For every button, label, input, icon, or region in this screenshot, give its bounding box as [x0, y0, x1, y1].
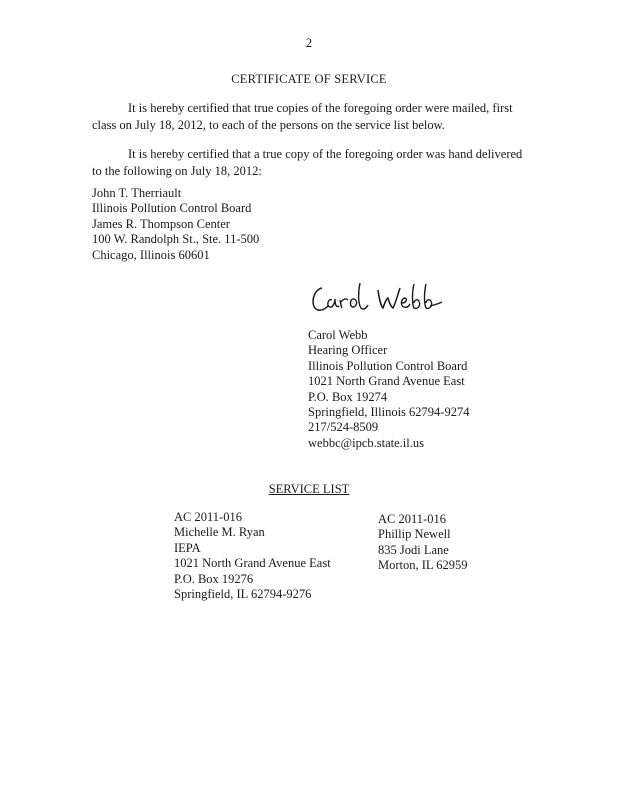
page-number: 2 — [305, 36, 313, 50]
service-list-entry — [174, 510, 331, 602]
hand-delivery-certification-paragraph: It is hereby certified that a true copy of the foregoing order was hand delivered to the following on July 18, 2012: — [92, 147, 523, 178]
party-city: Morton, IL 62959 — [378, 558, 468, 573]
signer-address-block — [308, 328, 469, 451]
party-po-box: P.O. Box 19276 — [174, 571, 254, 586]
signer-street: 1021 North Grand Avenue East — [308, 374, 465, 389]
service-list-title: SERVICE LIST — [268, 482, 350, 496]
party-city: Springfield, IL 62794-9276 — [174, 587, 312, 602]
case-number: AC 2011-016 — [174, 510, 242, 524]
recipient-building: James R. Thompson Center — [92, 216, 230, 231]
signer-organization: Illinois Pollution Control Board — [308, 358, 468, 373]
party-street: 835 Jodi Lane — [378, 542, 449, 557]
signer-name: Carol Webb — [308, 328, 368, 342]
recipient-city: Chicago, Illinois 60601 — [92, 247, 210, 262]
party-organization: IEPA — [174, 540, 201, 555]
handwritten-signature — [308, 278, 448, 318]
mailing-certification-paragraph: It is hereby certified that true copies of the foregoing order were mailed, first class on July 18, 2012, to each of the persons on the service list below. — [92, 101, 513, 132]
party-name: Michelle M. Ryan — [174, 525, 265, 540]
recipient-street: 100 W. Randolph St., Ste. 11-500 — [92, 232, 260, 247]
party-street: 1021 North Grand Avenue East — [174, 556, 331, 571]
party-name: Phillip Newell — [378, 527, 451, 542]
signer-po-box: P.O. Box 19274 — [308, 389, 388, 404]
signer-email: webbc@ipcb.state.il.us — [308, 435, 424, 450]
signer-city: Springfield, Illinois 62794-9274 — [308, 405, 470, 420]
service-list-entry — [378, 512, 467, 574]
case-number: AC 2011-016 — [378, 512, 446, 526]
certificate-title: CERTIFICATE OF SERVICE — [231, 72, 387, 86]
recipient-name: John T. Therriault — [92, 186, 182, 200]
signer-title: Hearing Officer — [308, 343, 388, 358]
recipient-address-block — [92, 186, 259, 263]
signer-phone: 217/524-8509 — [308, 420, 379, 435]
recipient-organization: Illinois Pollution Control Board — [92, 201, 252, 216]
